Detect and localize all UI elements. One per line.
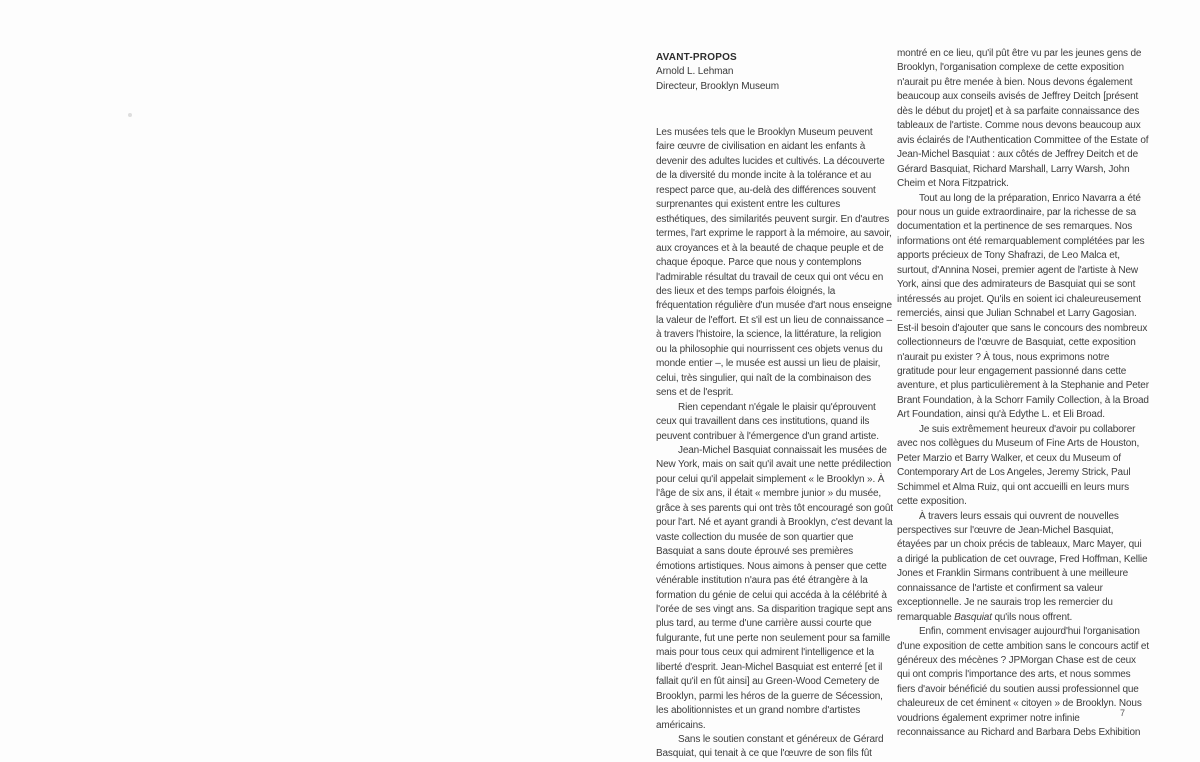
- text-column-left: [656, 126, 893, 762]
- paragraph: Enfin, comment envisager aujourd'hui l'organisation d'une exposition de cette ambition sans le concours actif et généreux des mécènes ? JPMorgan Chase est de ceux qui ont compris l'importance des arts, et nous sommes fiers d'avoir bénéficié du soutien aussi professionnel que chaleureux de cet éminent « citoyen » de Brooklyn. Nous voudrions également exprimer notre infinie reconnaissance au Richard and Barbara Debs Exhibition: [897, 625, 1149, 741]
- paragraph: Les musées tels que le Brooklyn Museum peuvent faire œuvre de civilisation en aidant les enfants à devenir des adultes lucides et cultivés. La découverte de la diversité du monde incite à la tolérance et au respect parce que, au-delà des différences souvent surprenantes qui existent entre les cultures esthétiques, des similarités peuvent surgir. En d'autres termes, l'art exprime le rapport à la mémoire, au savoir, aux croyances et à la beauté de chaque peuple et de chaque époque. Parce que nous y contemplons l'admirable résultat du travail de ceux qui ont vécu en des lieux et des temps parfois éloignés, la fréquentation régulière d'un musée d'art nous enseigne la valeur de l'effort. Et s'il est un lieu de connaissance – à travers l'histoire, la science, la littérature, la religion ou la philosophie qui nourrissent ces objets venus du monde entier –, le musée est aussi un lieu de plaisir, celui, très singulier, qui naît de la combinaison des sens et de l'esprit.: [656, 126, 893, 401]
- text-column-right: [897, 47, 1149, 741]
- author-role: Directeur, Brooklyn Museum: [656, 80, 779, 94]
- foreword-title: AVANT-PROPOS: [656, 51, 779, 65]
- paragraph: Sans le soutien constant et généreux de Gérard Basquiat, qui tenait à ce que l'œuvre de son fils fût: [656, 733, 893, 762]
- paragraph: montré en ce lieu, qu'il pût être vu par les jeunes gens de Brooklyn, l'organisation complexe de cette exposition n'aurait pu être menée à bien. Nous devons également beaucoup aux conseils avisés de Jeffrey Deitch [présent dès le début du projet] et à sa parfaite connaissance des tableaux de l'artiste. Comme nous devons beaucoup aux avis éclairés de l'Authentication Committee of the Estate of Jean-Michel Basquiat : aux côtés de Jeffrey Deitch et de Gérard Basquiat, Richard Marshall, Larry Warsh, John Cheim et Nora Fitzpatrick.: [897, 47, 1149, 192]
- paragraph: Rien cependant n'égale le plaisir qu'éprouvent ceux qui travaillent dans ces institutions, quand ils peuvent contribuer à l'émergence d'un grand artiste.: [656, 401, 893, 444]
- paragraph: Je suis extrêmement heureux d'avoir pu collaborer avec nos collègues du Museum of Fine Arts de Houston, Peter Marzio et Barry Walker, et ceux du Museum of Contemporary Art de Los Angeles, Jeremy Strick, Paul Schimmel et Alma Ruiz, qui ont accueilli en leurs murs cette exposition.: [897, 423, 1149, 510]
- author-name: Arnold L. Lehman: [656, 65, 779, 79]
- foreword-header: [656, 51, 779, 94]
- page-number: 7: [1120, 708, 1125, 718]
- paper-speck: [128, 113, 132, 117]
- paragraph: Tout au long de la préparation, Enrico Navarra a été pour nous un guide extraordinaire, par la richesse de sa documentation et la pertinence de ses remarques. Nos informations ont été remarquablement complétées par les apports précieux de Tony Shafrazi, de Leo Malca et, surtout, d'Annina Nosei, premier agent de l'artiste à New York, ainsi que des admirateurs de Basquiat qui se sont intéressés au projet. Qu'ils en soient ici chaleureusement remerciés, ainsi que Julian Schnabel et Larry Gagosian. Est-il besoin d'ajouter que sans le concours des nombreux collectionneurs de l'œuvre de Basquiat, cette exposition n'aurait pu exister ? À tous, nous exprimons notre gratitude pour leur engagement passionné dans cette aventure, et plus particulièrement à la Stephanie and Peter Brant Foundation, à la Schorr Family Collection, à la Broad Art Foundation, ainsi qu'à Edythe L. et Eli Broad.: [897, 192, 1149, 423]
- paragraph: À travers leurs essais qui ouvrent de nouvelles perspectives sur l'œuvre de Jean-Michel Basquiat, étayées par un choix précis de tableaux, Marc Mayer, qui a dirigé la publication de cet ouvrage, Fred Hoffman, Kellie Jones et Franklin Sirmans contribuent à une meilleure connaissance de l'artiste et confirment sa valeur exceptionnelle. Je ne saurais trop les remercier du remarquable Basquiat qu'ils nous offrent.: [897, 510, 1149, 626]
- paragraph: Jean-Michel Basquiat connaissait les musées de New York, mais on sait qu'il avait une nette prédilection pour celui qu'il appelait simplement « le Brooklyn ». À l'âge de six ans, il était « membre junior » du musée, grâce à ses parents qui ont très tôt encouragé son goût pour l'art. Né et ayant grandi à Brooklyn, c'est devant la vaste collection du musée de son quartier que Basquiat a sans doute éprouvé ses premières émotions artistiques. Nous aimons à penser que cette vénérable institution n'aura pas été étrangère à la formation du génie de celui qui accéda à la célébrité à l'orée de ses vingt ans. Sa disparition tragique sept ans plus tard, au terme d'une carrière aussi courte que fulgurante, fut une perte non seulement pour sa famille mais pour tous ceux qui admirent l'intelligence et la liberté d'esprit. Jean-Michel Basquiat est enterré [et il fallait qu'il en fût ainsi] au Green-Wood Cemetery de Brooklyn, parmi les héros de la guerre de Sécession, les abolitionnistes et un grand nombre d'artistes américains.: [656, 444, 893, 733]
